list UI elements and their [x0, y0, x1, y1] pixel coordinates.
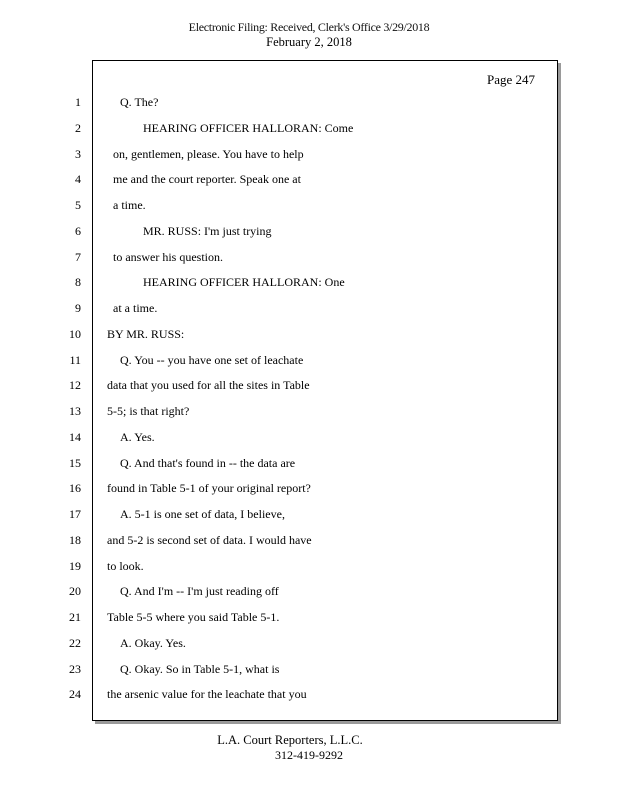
- line-number: 1: [75, 95, 81, 109]
- filing-date: February 2, 2018: [266, 35, 352, 49]
- transcript-line: a time.: [113, 198, 146, 212]
- line-number: 4: [75, 172, 81, 186]
- transcript-line: MR. RUSS: I'm just trying: [143, 224, 272, 238]
- line-number: 22: [69, 636, 81, 650]
- line-number: 21: [69, 610, 81, 624]
- transcript-line: A. Okay. Yes.: [120, 636, 186, 650]
- transcript-line: A. Yes.: [120, 430, 155, 444]
- transcript-line: found in Table 5-1 of your original report?: [107, 481, 311, 495]
- line-number: 20: [69, 584, 81, 598]
- line-number: 16: [69, 481, 81, 495]
- line-number: 14: [69, 430, 81, 444]
- transcript-line: 5-5; is that right?: [107, 404, 190, 418]
- line-number: 18: [69, 533, 81, 547]
- transcript-line: HEARING OFFICER HALLORAN: Come: [143, 121, 354, 135]
- transcript-line: the arsenic value for the leachate that you: [107, 687, 307, 701]
- line-number: 15: [69, 456, 81, 470]
- line-number: 9: [75, 301, 81, 315]
- filing-stamp: Electronic Filing: Received, Clerk's Office 3/29/2018: [188, 20, 430, 34]
- line-number: 24: [69, 687, 81, 701]
- transcript-line: and 5-2 is second set of data. I would have: [107, 533, 312, 547]
- line-number: 3: [75, 147, 81, 161]
- transcript-line: data that you used for all the sites in Table: [107, 378, 310, 392]
- transcript-line: BY MR. RUSS:: [107, 327, 185, 341]
- transcript-line: A. 5-1 is one set of data, I believe,: [120, 507, 285, 521]
- transcript-line: HEARING OFFICER HALLORAN: One: [143, 275, 345, 289]
- transcript-line: Table 5-5 where you said Table 5-1.: [107, 610, 280, 624]
- transcript-line: me and the court reporter. Speak one at: [113, 172, 301, 186]
- transcript-line: on, gentlemen, please. You have to help: [113, 147, 304, 161]
- line-number: 5: [75, 198, 81, 212]
- line-number: 23: [69, 662, 81, 676]
- line-number: 12: [69, 378, 81, 392]
- reporter-company: L.A. Court Reporters, L.L.C.: [217, 733, 363, 747]
- line-number: 13: [69, 404, 81, 418]
- line-number: 19: [69, 559, 81, 573]
- line-number: 2: [75, 121, 81, 135]
- line-number: 8: [75, 275, 81, 289]
- transcript-line: Q. And I'm -- I'm just reading off: [120, 584, 279, 598]
- transcript-line: Q. Okay. So in Table 5-1, what is: [120, 662, 280, 676]
- line-number: 10: [69, 327, 81, 341]
- line-number: 11: [69, 353, 81, 367]
- reporter-phone: 312-419-9292: [275, 748, 343, 762]
- line-number: 17: [69, 507, 81, 521]
- page-number: Page 247: [486, 72, 535, 87]
- line-number: 7: [75, 250, 81, 264]
- transcript-line: Q. You -- you have one set of leachate: [120, 353, 304, 367]
- transcript-line: at a time.: [113, 301, 158, 315]
- transcript-line: to look.: [107, 559, 144, 573]
- transcript-line: Q. And that's found in -- the data are: [120, 456, 296, 470]
- line-number: 6: [75, 224, 81, 238]
- transcript-line: Q. The?: [120, 95, 159, 109]
- transcript-line: to answer his question.: [113, 250, 223, 264]
